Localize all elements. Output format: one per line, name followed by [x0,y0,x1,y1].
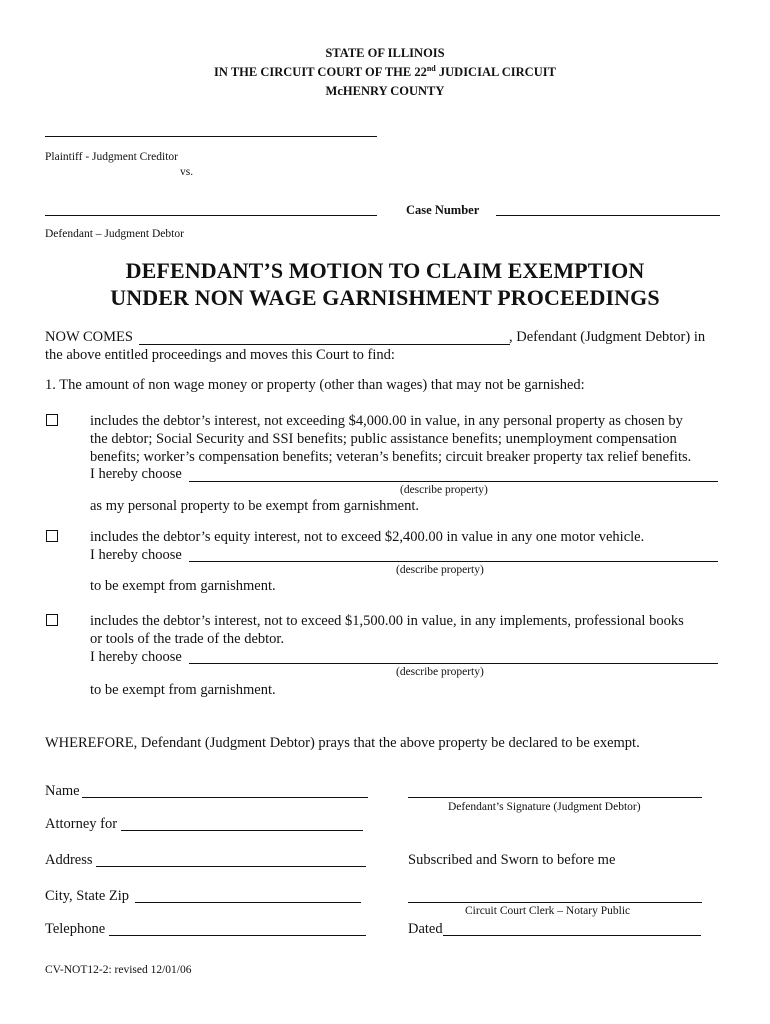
exemption-2-describe-hint: (describe property) [396,564,484,576]
clerk-signature-line[interactable] [408,902,702,903]
attorney-for-line[interactable] [121,830,363,831]
defendant-signature-line[interactable] [408,797,702,798]
intro-line2: the above entitled proceedings and moves this Court to find: [45,347,395,363]
exemption-1-choose-label: I hereby choose [90,466,182,482]
court-ordinal: nd [426,64,436,73]
exemption-2-after-text: to be exempt from garnishment. [90,578,276,594]
item-1-text: 1. The amount of non wage money or property (other than wages) that may not be garnished: [45,377,585,393]
exemption-1-text-3: benefits; worker’s compensation benefits; veteran’s benefits; circuit breaker property tax relief benefits. [90,449,692,465]
motion-title-line1: DEFENDANT’S MOTION TO CLAIM EXEMPTION [125,258,645,283]
now-comes-label: NOW COMES [45,329,133,345]
exemption-3-choose-label: I hereby choose [90,649,182,665]
wherefore-text: WHEREFORE, Defendant (Judgment Debtor) prays that the above property be declared to be exempt. [45,735,640,751]
case-number-line[interactable] [496,215,720,216]
subscribed-sworn-label: Subscribed and Sworn to before me [408,852,616,868]
defendant-label: Defendant – Judgment Debtor [45,228,184,240]
versus-label: vs. [180,166,194,178]
city-state-zip-line[interactable] [135,902,361,903]
case-number-label: Case Number [406,203,480,217]
exemption-3-property-line[interactable] [189,663,718,664]
defendant-comes-line[interactable] [139,344,510,345]
telephone-line[interactable] [109,935,366,936]
clerk-notary-label: Circuit Court Clerk – Notary Public [465,905,631,917]
name-label: Name [45,783,80,799]
exemption-1-checkbox[interactable] [46,414,58,426]
plaintiff-label: Plaintiff - Judgment Creditor [45,151,178,163]
exemption-3-text-2: or tools of the trade of the debtor. [90,631,285,647]
dated-line[interactable] [443,935,701,936]
exemption-3-after-text: to be exempt from garnishment. [90,682,276,698]
exemption-3-text-1: includes the debtor’s interest, not to exceed $1,500.00 in value, in any implements, professional books [90,613,684,629]
defendant-in-label: , Defendant (Judgment Debtor) in [509,329,706,345]
exemption-2-text-1: includes the debtor’s equity interest, not to exceed $2,400.00 in value in any one motor vehicle. [90,529,645,545]
attorney-for-label: Attorney for [45,816,118,832]
exemption-1-after-text: as my personal property to be exempt from garnishment. [90,498,419,514]
address-label: Address [45,852,93,868]
exemption-2-choose-label: I hereby choose [90,547,182,563]
motion-title-line2: UNDER NON WAGE GARNISHMENT PROCEEDINGS [110,285,660,310]
dated-label: Dated [408,921,443,937]
name-line[interactable] [82,797,368,798]
telephone-label: Telephone [45,921,106,937]
defendant-name-line[interactable] [45,215,377,216]
exemption-1-text-2: the debtor; Social Security and SSI benefits; public assistance benefits; unemployment compensation [90,431,677,447]
city-state-zip-label: City, State Zip [45,888,130,904]
court-suffix: JUDICIAL CIRCUIT [435,65,556,80]
address-line[interactable] [96,866,366,867]
court-prefix: IN THE CIRCUIT COURT OF THE 22 [214,65,427,80]
state-heading: STATE OF ILLINOIS [325,46,445,60]
exemption-3-describe-hint: (describe property) [396,666,484,678]
county-heading: McHENRY COUNTY [325,84,445,98]
form-revision-id: CV-NOT12-2: revised 12/01/06 [45,964,192,976]
exemption-3-checkbox[interactable] [46,614,58,626]
exemption-2-property-line[interactable] [189,561,718,562]
court-heading [0,64,770,80]
exemption-1-describe-hint: (describe property) [400,484,488,496]
defendant-signature-label: Defendant’s Signature (Judgment Debtor) [448,801,641,813]
exemption-1-property-line[interactable] [189,481,718,482]
exemption-1-text-1: includes the debtor’s interest, not exceeding $4,000.00 in value, in any personal property as chosen by [90,413,683,429]
exemption-2-checkbox[interactable] [46,530,58,542]
plaintiff-name-line[interactable] [45,136,377,137]
